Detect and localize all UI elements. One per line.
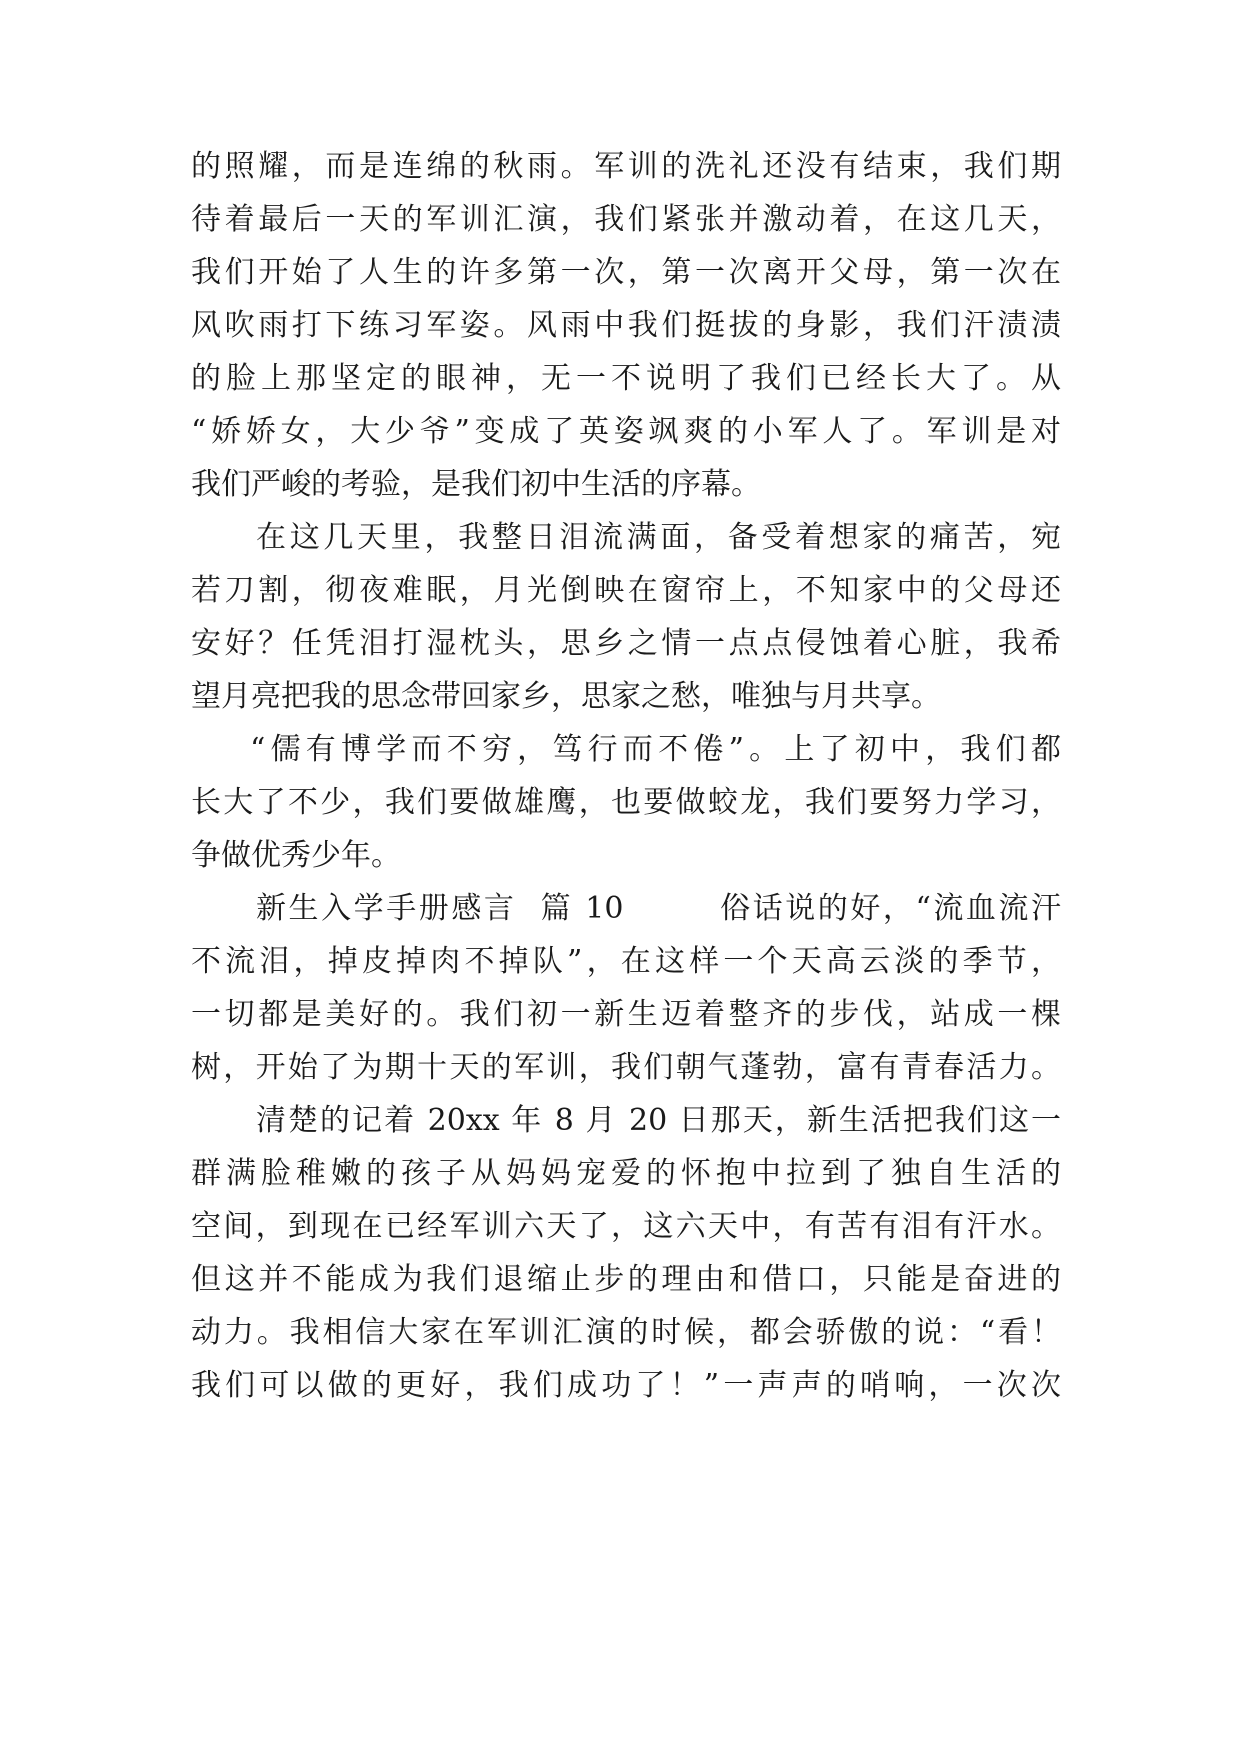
- paragraph-end-line: 我们严峻的考验，是我们初中生活的序幕。: [191, 467, 761, 502]
- text-line: 但这并不能成为我们退缩止步的理由和借口，只能是奋进的: [191, 1262, 1061, 1297]
- text-line: 一切都是美好的。我们初一新生迈着整齐的步伐，站成一棵: [191, 997, 1061, 1032]
- text-line: 待着最后一天的军训汇演，我们紧张并激动着，在这几天，: [191, 202, 1061, 237]
- text-line: 安好？任凭泪打湿枕头，思乡之情一点点侵蚀着心脏，我希: [191, 626, 1061, 661]
- paragraph-end-line: 树，开始了为期十天的军训，我们朝气蓬勃，富有青春活力。: [191, 1050, 1061, 1085]
- paragraph-first-line: “儒有博学而不穷，笃行而不倦”。上了初中，我们都: [250, 732, 1061, 767]
- text-line: 长大了不少，我们要做雄鹰，也要做蛟龙，我们要努力学习，: [191, 785, 1061, 820]
- text-line: 我们可以做的更好，我们成功了！”一声声的哨响，一次次: [191, 1368, 1061, 1403]
- section-heading-line: 新生入学手册感言 篇 10 俗话说的好，“流血流汗: [256, 891, 1061, 926]
- paragraph-first-line: 在这几天里，我整日泪流满面，备受着想家的痛苦，宛: [256, 520, 1061, 555]
- text-line: 群满脸稚嫩的孩子从妈妈宠爱的怀抱中拉到了独自生活的: [191, 1156, 1061, 1191]
- paragraph-first-line: 清楚的记着 20xx 年 8 月 20 日那天，新生活把我们这一: [256, 1103, 1061, 1138]
- text-line: 风吹雨打下练习军姿。风雨中我们挺拔的身影，我们汗渍渍: [191, 308, 1061, 343]
- text-line: “娇娇女，大少爷”变成了英姿飒爽的小军人了。军训是对: [191, 414, 1061, 449]
- text-line: 的脸上那坚定的眼神，无一不说明了我们已经长大了。从: [191, 361, 1061, 396]
- text-line: 不流泪，掉皮掉肉不掉队”，在这样一个天高云淡的季节，: [191, 944, 1061, 979]
- text-line: 动力。我相信大家在军训汇演的时候，都会骄傲的说：“看！: [191, 1315, 1061, 1350]
- text-line: 我们开始了人生的许多第一次，第一次离开父母，第一次在: [191, 255, 1061, 290]
- paragraph-end-line: 望月亮把我的思念带回家乡，思家之愁，唯独与月共享。: [191, 679, 941, 714]
- text-line: 的照耀，而是连绵的秋雨。军训的洗礼还没有结束，我们期: [191, 149, 1061, 184]
- text-line: 若刀割，彻夜难眠，月光倒映在窗帘上，不知家中的父母还: [191, 573, 1061, 608]
- paragraph-end-line: 争做优秀少年。: [191, 838, 401, 873]
- text-line: 空间，到现在已经军训六天了，这六天中，有苦有泪有汗水。: [191, 1209, 1061, 1244]
